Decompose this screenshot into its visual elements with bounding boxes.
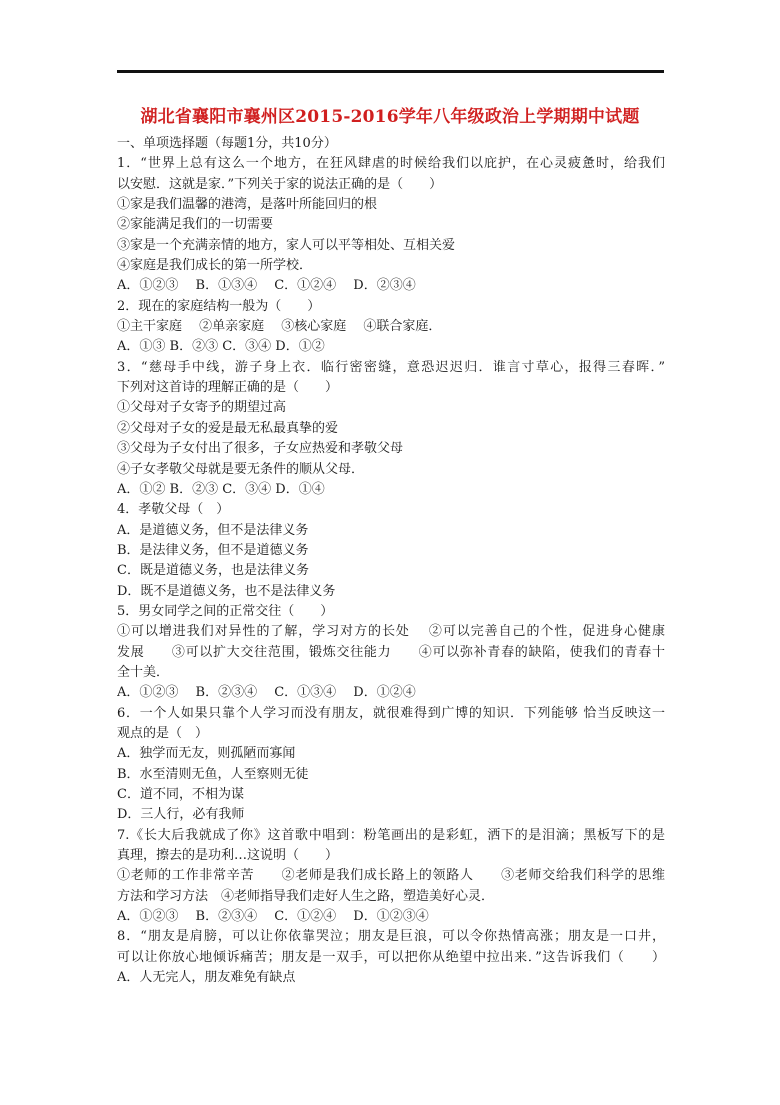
text-line: A．①②③ B．①③④ C．①②④ D．②③④ xyxy=(117,278,416,294)
text-line: 7.《长大后我就成了你》这首歌中唱到：粉笔画出的是彩虹，洒下的是泪滴；黑板写下的是 xyxy=(117,827,665,843)
text-line: C．既是道德义务，也是法律义务 xyxy=(117,563,309,579)
text-line: ④子女孝敬父母就是要无条件的顺从父母． xyxy=(117,461,365,477)
text-line: 以安慰．这就是家．”下列关于家的说法正确的是（ ） xyxy=(117,176,443,192)
text-line: 观点的是（ ） xyxy=(117,725,209,741)
text-line: 可以让你放心地倾诉痛苦；朋友是一双手，可以把你从绝望中拉出来．”这告诉我们（ ） xyxy=(117,949,665,965)
text-line: 发展 ③可以扩大交往范围，锻炼交往能力 ④可以弥补青春的缺陷，使我们的青春十 xyxy=(117,644,665,660)
text-line: 1．“世界上总有这么一个地方，在狂风肆虐的时候给我们以庇护，在心灵疲惫时，给我们 xyxy=(117,156,665,172)
text-line: A．①③ B．②③ C．③④ D．①② xyxy=(117,339,325,355)
text-line: A．人无完人，朋友难免有缺点 xyxy=(117,970,296,986)
text-line: 3．“慈母手中线，游子身上衣．临行密密缝，意恐迟迟归．谁言寸草心，报得三春晖．” xyxy=(117,359,665,375)
text-line: ①可以增进我们对异性的了解，学习对方的长处 ②可以完善自己的个性，促进身心健康 xyxy=(117,624,665,640)
text-line: ③家是一个充满亲情的地方，家人可以平等相处、互相关爱 xyxy=(117,237,456,253)
text-line: ①主干家庭 ②单亲家庭 ③核心家庭 ④联合家庭． xyxy=(117,319,442,335)
text-line: ①家是我们温馨的港湾，是落叶所能回归的根 xyxy=(117,197,378,213)
text-line: C．道不同，不相为谋 xyxy=(117,787,244,802)
text-line: ①老师的工作非常辛苦 ②老师是我们成长路上的领路人 ③老师交给我们科学的思维 xyxy=(117,868,665,884)
text-line: 4．孝敬父母（ ） xyxy=(117,502,230,518)
text-line: D．三人行，必有我师 xyxy=(117,807,245,823)
text-line: 6．一个人如果只靠个人学习而没有朋友，就很难得到广博的知识．下列能够 恰当反映这一 xyxy=(117,705,665,721)
text-line: B．是法律义务，但不是道德义务 xyxy=(117,542,309,558)
text-line: 全十美． xyxy=(117,664,170,680)
text-line: A．①② B．②③ C．③④ D．①④ xyxy=(117,481,325,497)
text-line: ③父母为子女付出了很多，子女应热爱和孝敬父母 xyxy=(117,441,404,457)
question-body xyxy=(117,134,665,988)
document-title: 湖北省襄阳市襄州区2015-2016学年八年级政治上学期期中试题 xyxy=(140,107,640,127)
text-line: 一、单项选择题（每题1分，共10分） xyxy=(117,136,337,151)
text-line: A．①②③ B．②③④ C．①②④ D．①②③④ xyxy=(117,909,429,925)
text-line: 真理，擦去的是功利…这说明（ ） xyxy=(117,848,339,864)
text-line: 下列对这首诗的理解正确的是（ ） xyxy=(117,380,339,396)
text-line: B．水至清则无鱼，人至察则无徒 xyxy=(117,766,309,782)
text-line: 5．男女同学之间的正常交往（ ） xyxy=(117,603,334,619)
text-line: 8．“朋友是肩膀，可以让你依靠哭泣；朋友是巨浪，可以令你热情高涨；朋友是一口井， xyxy=(117,929,665,945)
text-line: ②家能满足我们的一切需要 xyxy=(117,217,274,233)
text-line: ②父母对子女的爱是最无私最真挚的爱 xyxy=(117,420,339,436)
text-line: A．①②③ B．②③④ C．①③④ D．①②④ xyxy=(117,685,416,701)
text-line: ①父母对子女寄予的期望过高 xyxy=(117,400,287,416)
header-rule xyxy=(117,70,664,73)
text-line: 2．现在的家庭结构一般为（ ） xyxy=(117,298,321,314)
text-line: 方法和学习方法 ④老师指导我们走好人生之路，塑造美好心灵． xyxy=(117,888,495,904)
text-line: ④家庭是我们成长的第一所学校． xyxy=(117,258,313,274)
text-line: A．是道德义务，但不是法律义务 xyxy=(117,522,309,538)
text-line: A．独学而无友，则孤陋而寡闻 xyxy=(117,746,296,762)
text-line: D．既不是道德义务，也不是法律义务 xyxy=(117,583,336,599)
